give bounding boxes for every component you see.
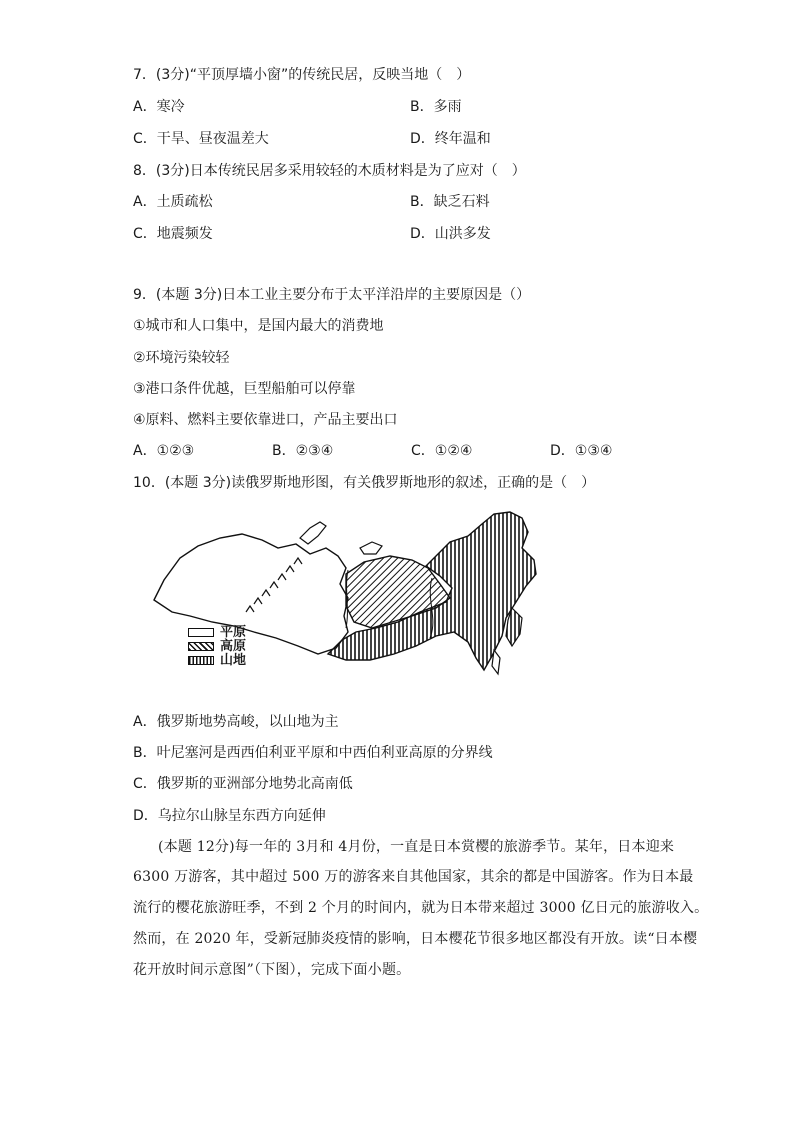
q9-stem: 9．(本题 3分)日本工业主要分布于太平洋沿岸的主要原因是（） xyxy=(133,287,531,303)
q8-option-b[interactable]: B．缺乏石料 xyxy=(410,194,490,210)
q9-statement-4: ④原料、燃料主要依靠进口，产品主要出口 xyxy=(133,412,398,428)
arctic-islands xyxy=(360,542,382,554)
q10-stem: 10．(本题 3分)读俄罗斯地形图，有关俄罗斯地形的叙述，正确的是（ ） xyxy=(133,475,596,491)
q8-option-c[interactable]: C．地震频发 xyxy=(133,226,213,242)
q9-option-a[interactable]: A．①②③ xyxy=(133,443,195,459)
legend-mountain-label: 山地 xyxy=(220,652,247,668)
q7-stem: 7．(3分)“平顶厚墙小窗”的传统民居，反映当地（ ） xyxy=(133,67,471,83)
q7-option-b[interactable]: B．多雨 xyxy=(410,99,462,115)
q10-option-c[interactable]: C．俄罗斯的亚洲部分地势北高南低 xyxy=(133,776,353,792)
q7-option-d[interactable]: D．终年温和 xyxy=(410,131,491,147)
legend-plain xyxy=(188,626,246,638)
legend-mountain-swatch xyxy=(188,656,214,665)
novaya-zemlya xyxy=(300,522,326,544)
q8-stem: 8．(3分)日本传统民居多采用较轻的木质材料是为了应对（ ） xyxy=(133,163,526,179)
q10-option-d[interactable]: D．乌拉尔山脉呈东西方向延伸 xyxy=(133,808,326,824)
passage-line-5: 花开放时间示意图”（下图），完成下面小题。 xyxy=(133,962,411,978)
q9-option-c[interactable]: C．①②④ xyxy=(411,443,473,459)
legend-plateau xyxy=(188,640,246,652)
legend-mountain xyxy=(188,654,246,666)
q9-statement-1: ①城市和人口集中，是国内最大的消费地 xyxy=(133,318,384,334)
q10-option-b[interactable]: B．叶尼塞河是西西伯利亚平原和中西伯利亚高原的分界线 xyxy=(133,745,493,761)
plain-region xyxy=(154,534,348,654)
q8-option-d[interactable]: D．山洪多发 xyxy=(410,226,491,242)
passage-line-1: (本题 12分)每一年的 3月和 4月份，一直是日本赏樱的旅游季节。某年，日本迎来 xyxy=(158,839,675,855)
sakhalin xyxy=(492,650,500,674)
q8-option-a[interactable]: A．土质疏松 xyxy=(133,194,213,210)
legend-plateau-swatch xyxy=(188,642,214,651)
q9-option-d[interactable]: D．①③④ xyxy=(550,443,613,459)
legend-plateau-label: 高原 xyxy=(220,638,247,654)
q9-statement-2: ②环境污染较轻 xyxy=(133,350,230,366)
q7-option-c[interactable]: C．干旱、昼夜温差大 xyxy=(133,131,269,147)
q9-statement-3: ③港口条件优越，巨型船舶可以停靠 xyxy=(133,381,356,397)
q9-option-b[interactable]: B．②③④ xyxy=(272,443,334,459)
passage-line-2: 6300 万游客，其中超过 500 万的游客来自其他国家，其余的都是中国游客。作为日本最 xyxy=(133,869,694,885)
legend-plain-label: 平原 xyxy=(220,624,247,640)
passage-line-3: 流行的樱花旅游旺季，不到 2 个月的时间内，就为日本带来超过 3000 亿日元的旅游收入。 xyxy=(133,900,709,916)
legend-plain-swatch xyxy=(188,628,214,637)
q10-option-a[interactable]: A．俄罗斯地势高峻，以山地为主 xyxy=(133,714,339,730)
passage-line-4: 然而，在 2020 年，受新冠肺炎疫情的影响，日本樱花节很多地区都没有开放。读“日本樱 xyxy=(133,931,698,947)
q7-option-a[interactable]: A．寒冷 xyxy=(133,99,185,115)
